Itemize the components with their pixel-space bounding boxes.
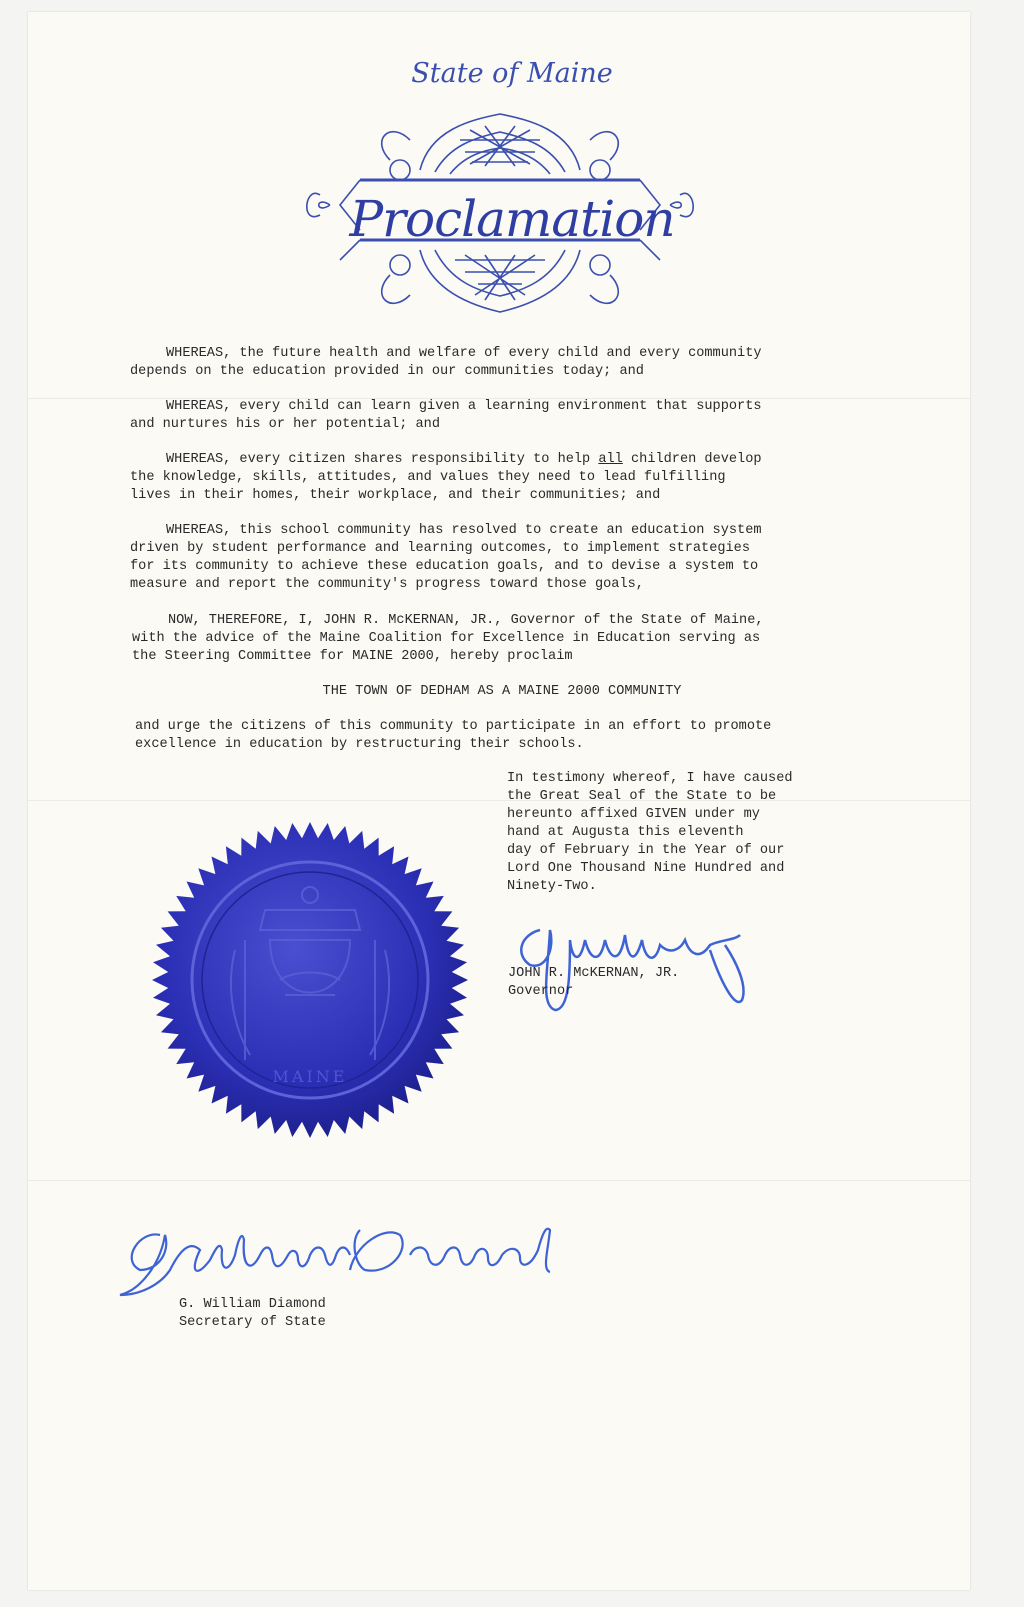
secretary-title: Secretary of State	[179, 1315, 326, 1330]
secretary-name: G. William Diamond	[179, 1297, 326, 1312]
state-of-maine-heading: State of Maine	[411, 58, 613, 89]
para3-line2: the knowledge, skills, attitudes, and values they need to lead fulfilling	[130, 470, 726, 485]
proclaimed-statement: THE TOWN OF DEDHAM AS A MAINE 2000 COMMUNITY	[322, 684, 682, 699]
para6-line2: excellence in education by restructuring their schools.	[135, 737, 584, 752]
testimony-line1: In testimony whereof, I have caused	[507, 771, 793, 786]
para5-line1: NOW, THEREFORE, I, JOHN R. McKERNAN, JR., Governor of the State of Maine,	[168, 613, 764, 628]
governor-name: JOHN R. McKERNAN, JR.	[508, 966, 680, 981]
para5-line2: with the advice of the Maine Coalition for Excellence in Education serving as	[132, 631, 761, 646]
para3-line1-a: WHEREAS, every citizen shares responsibility to help	[166, 452, 599, 467]
governor-title: Governor	[508, 984, 574, 999]
para3-line1-b: children develop	[622, 452, 762, 467]
para5-line3: the Steering Committee for MAINE 2000, hereby proclaim	[132, 649, 573, 664]
para4-line4: measure and report the community's progress toward those goals,	[130, 577, 644, 592]
proclamation-title: Proclamation	[349, 190, 675, 248]
testimony-line7: Ninety-Two.	[507, 879, 597, 894]
testimony-line3: hereunto affixed GIVEN under my	[507, 807, 760, 822]
para3-line3: lives in their homes, their workplace, and their communities; and	[130, 488, 661, 503]
secretary-signature	[110, 1210, 570, 1310]
testimony-line5: day of February in the Year of our	[507, 843, 785, 858]
para2-line1: WHEREAS, every child can learn given a learning environment that supports	[166, 399, 762, 414]
great-seal	[150, 820, 470, 1140]
para4-line2: driven by student performance and learning outcomes, to implement strategies	[130, 541, 750, 556]
para4-line1: WHEREAS, this school community has resolved to create an education system	[166, 523, 762, 538]
para4-line3: for its community to achieve these education goals, and to devise a system to	[130, 559, 759, 574]
seal-label: MAINE	[272, 1067, 348, 1086]
para2-line2: and nurtures his or her potential; and	[130, 417, 440, 432]
para1-line1: WHEREAS, the future health and welfare of every child and every community	[166, 346, 762, 361]
testimony-line6: Lord One Thousand Nine Hundred and	[507, 861, 785, 876]
fold-line	[28, 800, 970, 801]
fold-line	[28, 1180, 970, 1181]
testimony-line2: the Great Seal of the State to be	[507, 789, 777, 804]
para3-underlined-all: all	[598, 452, 623, 467]
para6-line1: and urge the citizens of this community to participate in an effort to promote	[135, 719, 772, 734]
para1-line2: depends on the education provided in our communities today; and	[130, 364, 644, 379]
testimony-line4: hand at Augusta this eleventh	[507, 825, 744, 840]
para3-line1	[166, 451, 762, 469]
